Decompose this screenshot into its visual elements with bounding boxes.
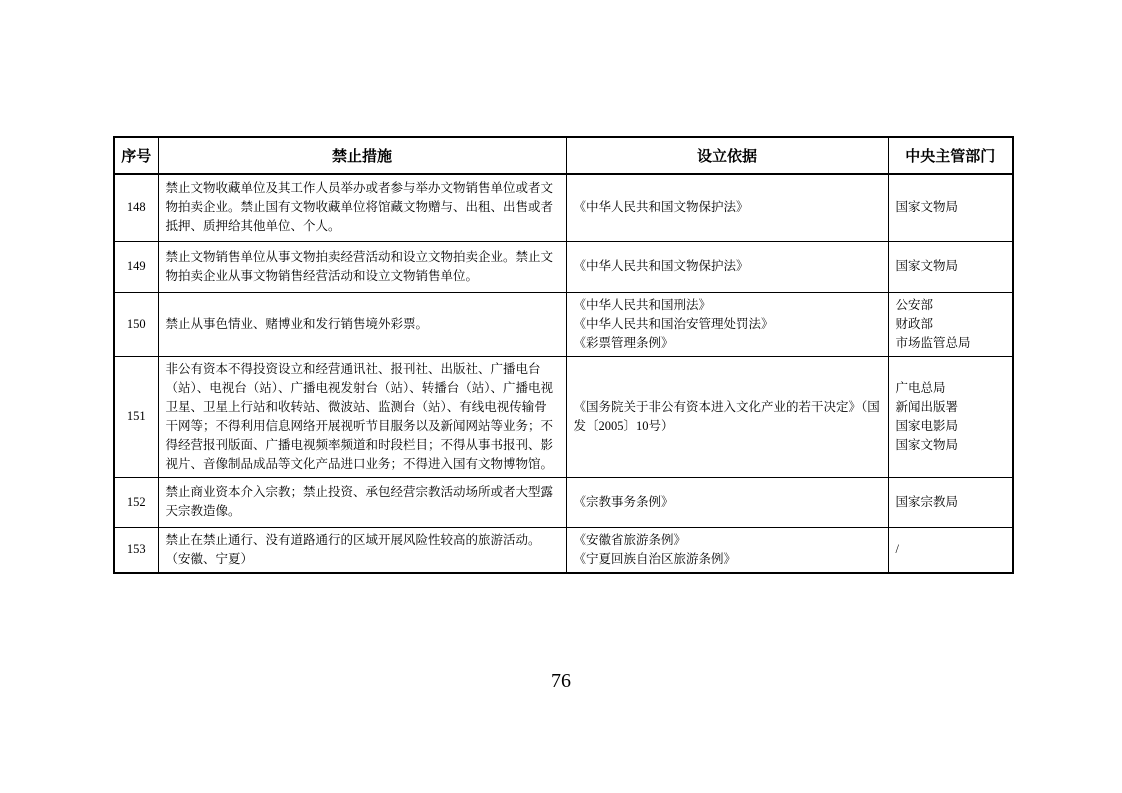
table-row <box>114 356 1013 477</box>
cell-establishment-basis <box>566 356 888 477</box>
table-row <box>114 477 1013 527</box>
cell-establishment-basis <box>566 292 888 356</box>
cell-establishment-basis <box>566 174 888 241</box>
header-serial-number: 序号 <box>114 137 158 174</box>
cell-serial-number: 150 <box>114 292 158 356</box>
cell-serial-number: 148 <box>114 174 158 241</box>
basis-line: 《中华人民共和国文物保护法》 <box>573 259 749 273</box>
basis-line: 《中华人民共和国治安管理处罚法》 <box>573 316 774 331</box>
cell-prohibited-measure: 禁止文物收藏单位及其工作人员举办或者参与举办文物销售单位或者文物拍卖企业。禁止国有文物收藏单位将馆藏文物赠与、出租、出售或者抵押、质押给其他单位、个人。 <box>158 174 566 241</box>
cell-prohibited-measure: 禁止从事色情业、赌博业和发行销售境外彩票。 <box>158 292 566 356</box>
department-line: 国家文物局 <box>895 200 959 215</box>
table-row <box>114 241 1013 292</box>
cell-prohibited-measure: 非公有资本不得投资设立和经营通讯社、报刊社、出版社、广播电台（站）、电视台（站）、广播电视发射台（站）、转播台（站）、广播电视卫星、卫星上行站和收转站、微波站、监测台（站）、有线电视传输骨干网等；不得利用信息网络开展视听节目服务以及新闻网站等业务；不得经营报刊版面、广播电视频率频道和时段栏目；不得从事书报刊、影视片、音像制品成品等文化产品进口业务；不得进入国有文物博物馆。 <box>158 356 566 477</box>
cell-prohibited-measure: 禁止在禁止通行、没有道路通行的区域开展风险性较高的旅游活动。（安徽、宁夏） <box>158 527 566 573</box>
page-number: 76 <box>551 670 571 692</box>
department-line: / <box>895 542 899 556</box>
table-header <box>114 137 1013 174</box>
cell-central-department <box>888 174 1013 241</box>
department-line: 国家文物局 <box>895 437 959 452</box>
basis-line: 《国务院关于非公有资本进入文化产业的若干决定》（国发〔2005〕10号） <box>573 399 880 433</box>
basis-line: 《中华人民共和国文物保护法》 <box>573 200 749 215</box>
department-line: 国家文物局 <box>895 259 959 273</box>
department-line: 公安部 <box>895 297 934 312</box>
cell-serial-number: 149 <box>114 241 158 292</box>
header-establishment-basis: 设立依据 <box>566 137 888 174</box>
cell-central-department <box>888 292 1013 356</box>
cell-prohibited-measure: 禁止商业资本介入宗教；禁止投资、承包经营宗教活动场所或者大型露天宗教造像。 <box>158 477 566 527</box>
cell-prohibited-measure: 禁止文物销售单位从事文物拍卖经营活动和设立文物拍卖企业。禁止文物拍卖企业从事文物销售经营活动和设立文物销售单位。 <box>158 241 566 292</box>
cell-serial-number: 153 <box>114 527 158 573</box>
department-line: 国家宗教局 <box>895 494 959 509</box>
department-line: 市场监管总局 <box>895 335 971 350</box>
basis-line: 《彩票管理条例》 <box>573 335 674 350</box>
basis-line: 《宁夏回族自治区旅游条例》 <box>573 551 737 566</box>
cell-central-department <box>888 241 1013 292</box>
department-line: 新闻出版署 <box>895 399 959 414</box>
header-prohibited-measure: 禁止措施 <box>158 137 566 174</box>
department-line: 广电总局 <box>895 380 946 395</box>
cell-establishment-basis <box>566 527 888 573</box>
basis-line: 《宗教事务条例》 <box>573 494 674 509</box>
department-line: 财政部 <box>895 316 934 331</box>
cell-central-department <box>888 356 1013 477</box>
cell-establishment-basis <box>566 477 888 527</box>
basis-line: 《安徽省旅游条例》 <box>573 532 687 547</box>
table-row <box>114 292 1013 356</box>
table-row <box>114 174 1013 241</box>
department-line: 国家电影局 <box>895 418 959 433</box>
basis-line: 《中华人民共和国刑法》 <box>573 297 712 312</box>
header-central-department: 中央主管部门 <box>888 137 1013 174</box>
cell-central-department <box>888 527 1013 573</box>
table-body <box>114 174 1013 573</box>
prohibition-measures-table <box>113 136 1014 574</box>
cell-central-department <box>888 477 1013 527</box>
cell-establishment-basis <box>566 241 888 292</box>
table-header-row <box>114 137 1013 174</box>
cell-serial-number: 152 <box>114 477 158 527</box>
cell-serial-number: 151 <box>114 356 158 477</box>
table-row <box>114 527 1013 573</box>
